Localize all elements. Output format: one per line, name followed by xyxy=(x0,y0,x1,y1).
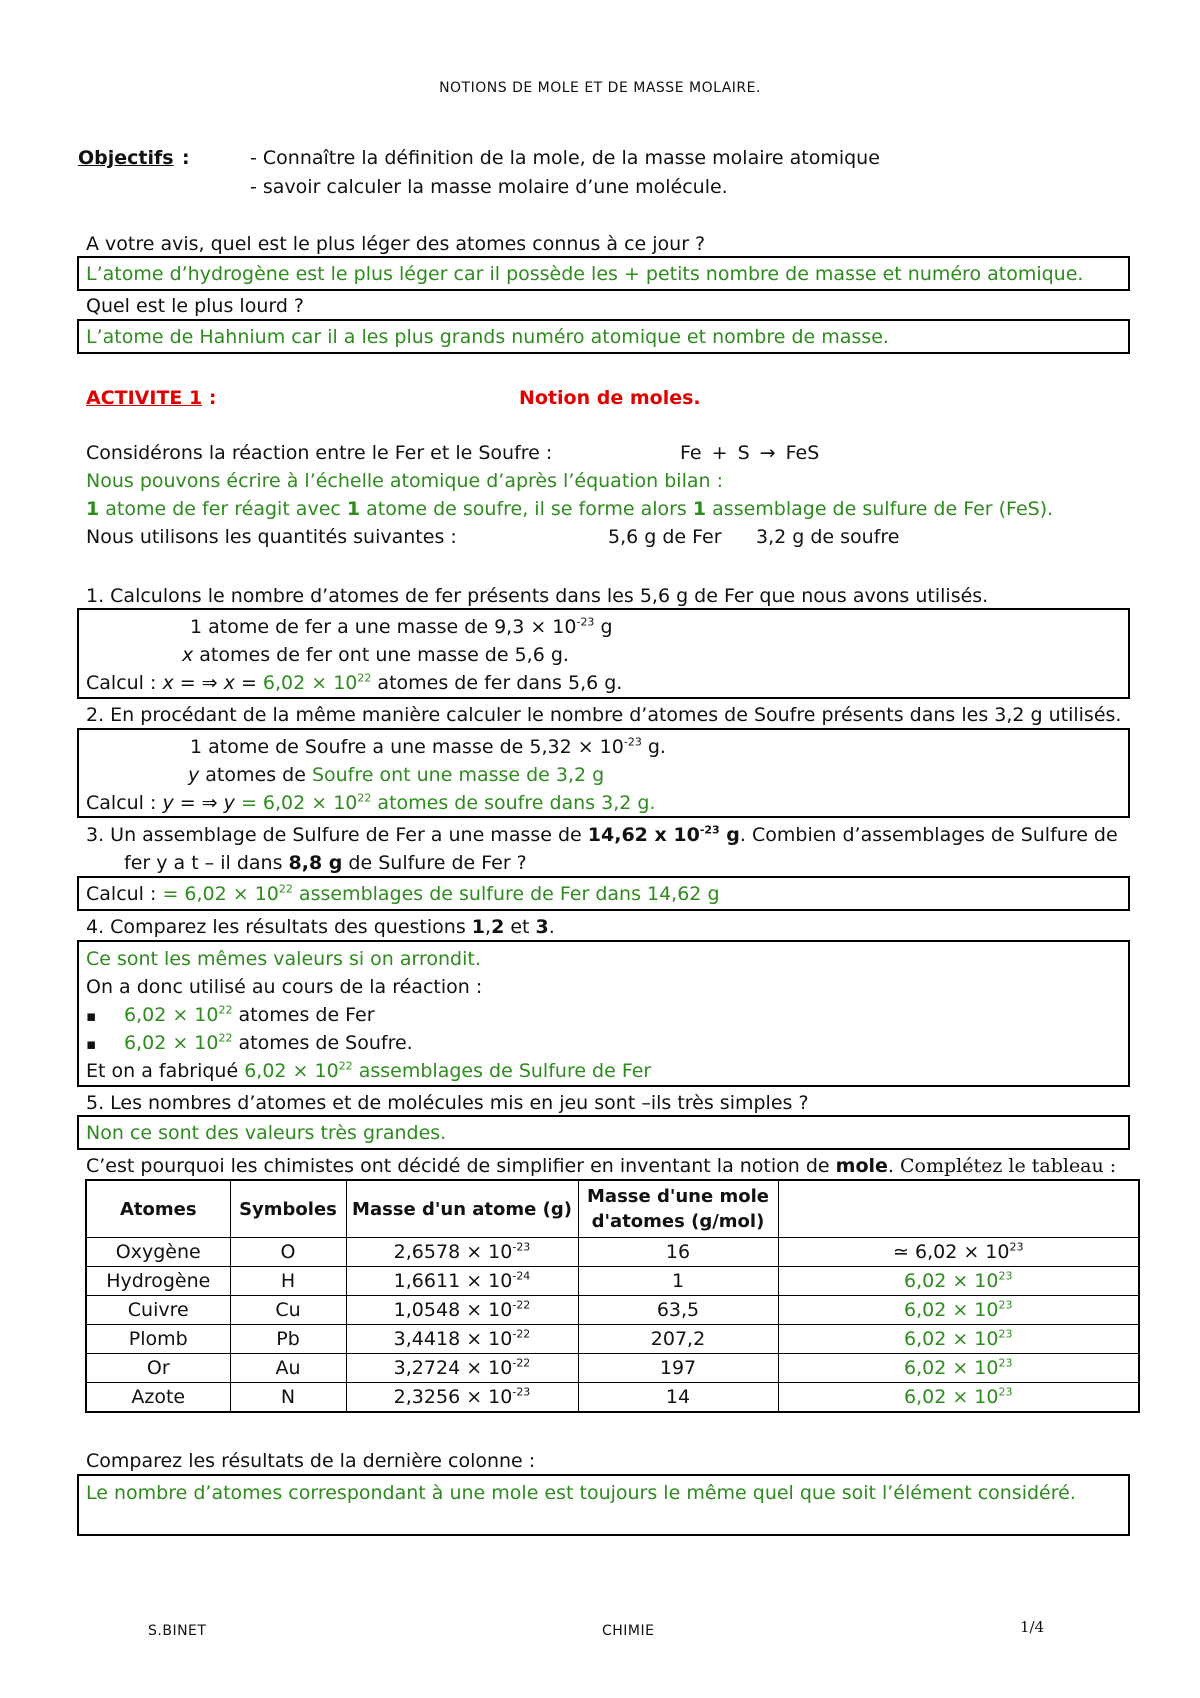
cell-symbole: O xyxy=(230,1238,346,1267)
page-title: NOTIONS DE MOLE ET DE MASSE MOLAIRE. xyxy=(439,80,761,96)
quantity-soufre: 3,2 g de soufre xyxy=(756,526,900,548)
question-1: 1. Calculons le nombre d’atomes de fer présents dans les 5,6 g de Fer que nous avons utilisés. xyxy=(86,585,989,607)
ratio-exp: 23 xyxy=(998,1327,1013,1341)
q4-t-3: 3 xyxy=(535,916,549,938)
cell-masse-mole: 16 xyxy=(578,1238,778,1267)
q2-l1-b: g. xyxy=(641,736,666,758)
q1-line-3 xyxy=(86,671,622,695)
sentence-part-b: atome de soufre, il se forme alors xyxy=(360,498,693,520)
count-fes: 1 xyxy=(692,498,707,520)
cell-symbole: Au xyxy=(230,1354,346,1383)
reaction-atomic-scale: Nous pouvons écrire à l’échelle atomique d’après l’équation bilan : xyxy=(86,470,723,492)
sentence-part-a: atome de fer réagit avec xyxy=(99,498,347,520)
objectif-item-1: - Connaître la définition de la mole, de la masse molaire atomique xyxy=(250,147,880,169)
masse-value: 3,2724 × 10 xyxy=(393,1357,513,1379)
cell-masse-mole: 207,2 xyxy=(578,1325,778,1354)
q3-result-exp: 22 xyxy=(278,882,293,896)
cell-masse-atome xyxy=(346,1354,578,1383)
masse-value: 3,4418 × 10 xyxy=(393,1328,513,1350)
cell-symbole: Cu xyxy=(230,1296,346,1325)
answer-heaviest: L’atome de Hahnium car il a les plus grands numéro atomique et nombre de masse. xyxy=(86,326,889,348)
table-row xyxy=(86,1267,1139,1296)
masse-exp: -23 xyxy=(512,1240,531,1254)
mole-intro-c: . Complétez le tableau : xyxy=(887,1155,1117,1177)
q4-a5-b: assemblages de Sulfure de Fer xyxy=(352,1060,652,1082)
header-symboles: Symboles xyxy=(230,1180,346,1238)
masse-exp: -22 xyxy=(512,1298,531,1312)
q1-l1-a: 1 atome de fer a une masse de 9,3 × 10 xyxy=(190,616,577,638)
question-5: 5. Les nombres d’atomes et de molécules mis en jeu sont –ils très simples ? xyxy=(86,1092,809,1114)
sentence-part-c: assemblage de sulfure de Fer (FeS). xyxy=(706,498,1054,520)
q2-calc-var2: y xyxy=(223,792,235,814)
q4-a5-a: Et on a fabriqué xyxy=(86,1060,245,1082)
q3-t2-a: fer y a t – il dans xyxy=(124,852,289,874)
q1-line-1 xyxy=(190,615,613,639)
masse-exp: -22 xyxy=(512,1327,531,1341)
q4-t-dot: . xyxy=(548,916,555,938)
q1-l1-b: g xyxy=(594,616,613,638)
cell-atome: Oxygène xyxy=(86,1238,230,1267)
q2-calc-end: atomes de soufre dans 3,2 g. xyxy=(371,792,656,814)
q1-calc-end: atomes de fer dans 5,6 g. xyxy=(371,672,623,694)
objectif-item-2: - savoir calculer la masse molaire d’une molécule. xyxy=(250,176,728,198)
bullet-icon: ▪ xyxy=(86,1035,97,1053)
cell-atome: Cuivre xyxy=(86,1296,230,1325)
cell-masse-atome xyxy=(346,1296,578,1325)
ratio-value: 6,02 × 10 xyxy=(914,1241,1010,1263)
table-row xyxy=(86,1325,1139,1354)
q4-b2-txt: atomes de Soufre. xyxy=(232,1032,413,1054)
question-3-line-2 xyxy=(124,851,527,875)
q3-mass: 14,62 x 10 xyxy=(587,824,700,846)
cell-symbole: Pb xyxy=(230,1325,346,1354)
reaction-equation: Fe + S → FeS xyxy=(680,442,820,464)
q2-l1-exp: -23 xyxy=(623,735,642,749)
table-row xyxy=(86,1238,1139,1267)
compare-answer: Le nombre d’atomes correspondant à une mole est toujours le même quel que soit l’élément considéré. xyxy=(86,1482,1076,1504)
q3-result: = 6,02 × 10 xyxy=(162,883,279,905)
footer-page: 1/4 xyxy=(1020,1618,1045,1636)
mole-intro-a: C’est pourquoi les chimistes ont décidé de simplifier en inventant la notion de xyxy=(86,1155,836,1177)
q4-answer-2: On a donc utilisé au cours de la réaction : xyxy=(86,976,483,998)
quantity-fer: 5,6 g de Fer xyxy=(608,526,722,548)
q3-mass-unit: g xyxy=(719,824,740,846)
q2-calc-label: Calcul : xyxy=(86,792,163,814)
ratio-exp: 23 xyxy=(998,1356,1013,1370)
q1-calc-var: x xyxy=(162,672,174,694)
q4-b1-exp: 22 xyxy=(218,1003,233,1017)
q3-t-a: 3. Un assemblage de Sulfure de Fer a une masse de xyxy=(86,824,588,846)
question-2: 2. En procédant de la même manière calculer le nombre d’atomes de Soufre présents dans les 3,2 g utilisés. xyxy=(86,704,1122,726)
cell-masse-mole: 1 xyxy=(578,1267,778,1296)
q4-bullet-1 xyxy=(86,1003,375,1028)
q1-calc-arrow: = ⇒ xyxy=(173,672,224,694)
ratio-value: 6,02 × 10 xyxy=(904,1328,999,1350)
q4-a5-val: 6,02 × 10 xyxy=(244,1060,339,1082)
q2-l2-green: Soufre ont une masse de 3,2 g xyxy=(311,764,605,786)
masse-exp: -23 xyxy=(512,1385,531,1399)
ratio-exp: 23 xyxy=(998,1298,1013,1312)
q4-b1-val: 6,02 × 10 xyxy=(124,1004,219,1026)
cell-atome: Azote xyxy=(86,1383,230,1413)
q4-b2-val: 6,02 × 10 xyxy=(124,1032,219,1054)
question-lightest: A votre avis, quel est le plus léger des atomes connus à ce jour ? xyxy=(86,233,706,255)
reaction-intro: Considérons la réaction entre le Fer et le Soufre : xyxy=(86,442,553,464)
ratio-value: 6,02 × 10 xyxy=(904,1386,999,1408)
q1-l1-exp: -23 xyxy=(576,615,595,629)
cell-ratio xyxy=(778,1354,1139,1383)
header-atomes: Atomes xyxy=(86,1180,230,1238)
q1-var-x: x xyxy=(182,644,194,666)
ratio-value: 6,02 × 10 xyxy=(904,1270,999,1292)
masse-value: 1,6611 × 10 xyxy=(393,1270,513,1292)
q2-l2-b: atomes de xyxy=(199,764,312,786)
objectifs-label: Objectifs xyxy=(78,147,174,169)
q3-t2-mass: 8,8 g xyxy=(288,852,343,874)
cell-masse-mole: 14 xyxy=(578,1383,778,1413)
mole-intro-word: mole xyxy=(835,1155,888,1177)
cell-masse-atome xyxy=(346,1383,578,1413)
cell-ratio xyxy=(778,1383,1139,1413)
cell-masse-mole: 63,5 xyxy=(578,1296,778,1325)
q1-result: 6,02 × 10 xyxy=(262,672,358,694)
answer-lightest: L’atome d’hydrogène est le plus léger car il possède les + petits nombre de masse et numéro atomique. xyxy=(86,263,1084,285)
table-row xyxy=(86,1383,1139,1413)
ratio-exp: 23 xyxy=(1009,1240,1024,1254)
q3-mass-exp: -23 xyxy=(699,823,720,837)
q2-l1-a: 1 atome de Soufre a une masse de 5,32 × 10 xyxy=(190,736,624,758)
objectifs-colon: : xyxy=(182,147,190,169)
cell-atome: Or xyxy=(86,1354,230,1383)
table-row xyxy=(86,1354,1139,1383)
cell-masse-mole: 197 xyxy=(578,1354,778,1383)
q4-t-2: 2 xyxy=(491,916,505,938)
q2-calc-arrow: = ⇒ xyxy=(173,792,224,814)
cell-masse-atome xyxy=(346,1238,578,1267)
question-3-line-1 xyxy=(86,823,1118,847)
masse-value: 2,3256 × 10 xyxy=(393,1386,513,1408)
masse-exp: -24 xyxy=(512,1269,531,1283)
table-header-row xyxy=(86,1180,1139,1238)
q4-t-a: 4. Comparez les résultats des questions xyxy=(86,916,472,938)
cell-masse-atome xyxy=(346,1267,578,1296)
masse-value: 2,6578 × 10 xyxy=(393,1241,513,1263)
cell-ratio xyxy=(778,1296,1139,1325)
ratio-value: 6,02 × 10 xyxy=(904,1299,999,1321)
q4-b2-exp: 22 xyxy=(218,1031,233,1045)
q1-calc-var2: x xyxy=(223,672,235,694)
mole-intro xyxy=(86,1154,1116,1178)
bullet-icon: ▪ xyxy=(86,1007,97,1025)
q5-answer: Non ce sont des valeurs très grandes. xyxy=(86,1122,447,1144)
q2-result: = 6,02 × 10 xyxy=(234,792,358,814)
q3-t2-c: de Sulfure de Fer ? xyxy=(342,852,527,874)
ratio-exp: 23 xyxy=(998,1385,1013,1399)
count-fer: 1 xyxy=(86,498,100,520)
cell-ratio xyxy=(778,1325,1139,1354)
cell-symbole: N xyxy=(230,1383,346,1413)
q3-answer xyxy=(86,882,720,906)
quantities-label: Nous utilisons les quantités suivantes : xyxy=(86,526,457,548)
q4-answer-1: Ce sont les mêmes valeurs si on arrondit. xyxy=(86,948,481,970)
activity-label xyxy=(86,386,216,410)
q1-line-2 xyxy=(182,643,569,667)
header-masse-atome: Masse d'un atome (g) xyxy=(346,1180,578,1238)
cell-masse-atome xyxy=(346,1325,578,1354)
ratio-exp: 23 xyxy=(998,1269,1013,1283)
header-masse-mole: Masse d'une mole d'atomes (g/mol) xyxy=(578,1180,778,1238)
q3-calc-label: Calcul : xyxy=(86,883,163,905)
question-heaviest: Quel est le plus lourd ? xyxy=(86,295,305,317)
count-soufre: 1 xyxy=(346,498,361,520)
q1-result-exp: 22 xyxy=(357,671,372,685)
ratio-prefix: ≃ xyxy=(893,1241,915,1263)
q4-b1-txt: atomes de Fer xyxy=(232,1004,375,1026)
footer-author: S.BINET xyxy=(148,1623,207,1639)
q4-a5-exp: 22 xyxy=(338,1059,353,1073)
ratio-value: 6,02 × 10 xyxy=(904,1357,999,1379)
reaction-atomic-sentence xyxy=(86,497,1053,521)
activity-colon: : xyxy=(208,387,217,409)
mole-table xyxy=(85,1179,1140,1413)
compare-question: Comparez les résultats de la dernière colonne : xyxy=(86,1450,536,1472)
footer-subject: CHIMIE xyxy=(602,1623,655,1639)
table-row xyxy=(86,1296,1139,1325)
q4-answer-5 xyxy=(86,1059,651,1083)
activity-title: Notion de moles. xyxy=(519,387,701,409)
cell-ratio xyxy=(778,1267,1139,1296)
q4-t-et: et xyxy=(504,916,536,938)
masse-value: 1,0548 × 10 xyxy=(393,1299,513,1321)
q2-var-y: y xyxy=(188,764,200,786)
q2-calc-var: y xyxy=(162,792,174,814)
q2-line-2 xyxy=(188,763,604,787)
q1-calc-eq: = xyxy=(234,672,263,694)
q2-line-1 xyxy=(190,735,666,759)
activity-label-text: ACTIVITE 1 xyxy=(86,387,203,409)
cell-symbole: H xyxy=(230,1267,346,1296)
cell-ratio xyxy=(778,1238,1139,1267)
masse-exp: -22 xyxy=(512,1356,531,1370)
q4-bullet-2 xyxy=(86,1031,413,1056)
q4-t-1: 1 xyxy=(471,916,486,938)
header-empty xyxy=(778,1180,1139,1238)
q4-t-comma: , xyxy=(485,916,492,938)
q2-result-exp: 22 xyxy=(357,791,372,805)
question-4 xyxy=(86,915,555,939)
q2-line-3 xyxy=(86,791,656,815)
q3-result-text: assemblages de sulfure de Fer dans 14,62 g xyxy=(292,883,720,905)
q1-calc-label: Calcul : xyxy=(86,672,163,694)
cell-atome: Plomb xyxy=(86,1325,230,1354)
cell-atome: Hydrogène xyxy=(86,1267,230,1296)
q1-l2-b: atomes de fer ont une masse de 5,6 g. xyxy=(193,644,569,666)
q3-t-d: . Combien d’assemblages de Sulfure de xyxy=(739,824,1118,846)
